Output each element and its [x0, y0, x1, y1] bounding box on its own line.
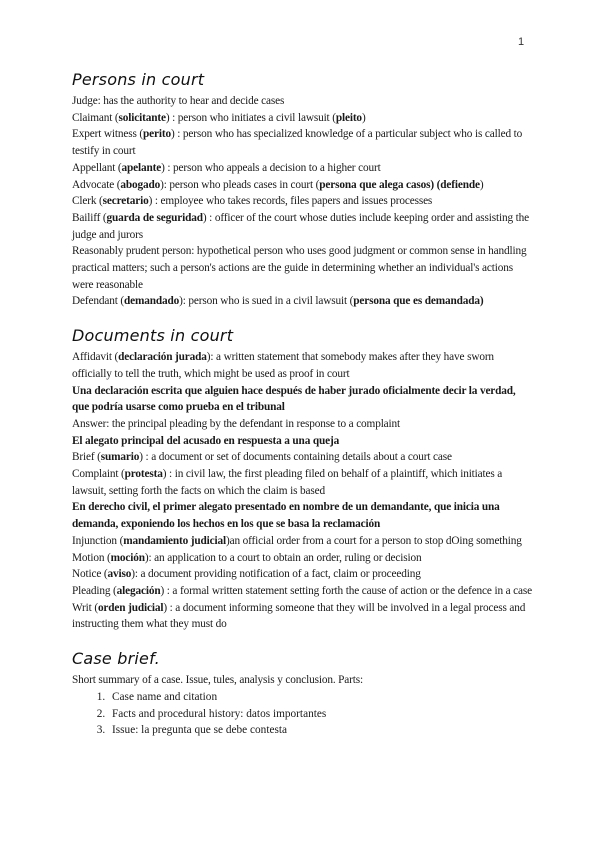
entry	[72, 583, 532, 600]
entry-text: )an official order from a court for a person to stop dOing something	[226, 534, 522, 547]
entry	[72, 600, 532, 633]
entry-text: ) : person who initiates a civil lawsuit (	[165, 111, 336, 124]
bold-term: secretario	[102, 195, 149, 208]
entries	[72, 349, 532, 633]
bold-term: orden judicial	[97, 601, 164, 614]
entry-text: ): an application to a court to obtain an order, ruling or decision	[144, 551, 422, 564]
entries	[72, 93, 532, 310]
entry-text: ): a document providing notification of a fact, claim or proceeding	[131, 568, 421, 581]
page-number: 1	[518, 36, 525, 48]
list-item: 3. Issue: la pregunta que se debe contesta	[108, 722, 532, 739]
entry	[72, 126, 532, 159]
entry	[72, 177, 532, 194]
entry-text: ) : a document informing someone that they will be involved in a legal process and instructing them what they must do	[72, 601, 526, 631]
section-heading: Documents in court	[72, 326, 234, 346]
entry	[72, 160, 532, 177]
section-case-brief	[72, 649, 532, 739]
entry	[72, 383, 532, 416]
entry-text: ) : person who has specialized knowledge of a particular subject who is called to testify in court	[72, 128, 523, 158]
bold-term: demandado	[123, 295, 180, 308]
bold-term: guarda de seguridad	[106, 211, 203, 224]
list-item: 2. Facts and procedural history: datos importantes	[108, 706, 532, 723]
entry	[72, 210, 532, 243]
bold-term: El alegato principal del acusado en respuesta a una queja	[72, 434, 340, 447]
entry	[72, 193, 532, 210]
entry	[72, 566, 532, 583]
section-heading: Case brief.	[72, 649, 160, 669]
entry-text: Reasonably prudent person: hypothetical person who uses good judgment or common sense in handling practical matters; such a person's actions are the guide in determining whether an individual's actions were reasonable	[72, 245, 527, 291]
bold-term: aviso	[107, 568, 132, 581]
entry-text: ) : a document or set of documents containing details about a court case	[139, 451, 452, 464]
entry	[72, 533, 532, 550]
bold-term: persona que es demandada)	[353, 295, 484, 308]
entry-text: Bailiff (	[72, 211, 107, 224]
bold-term: abogado	[120, 178, 161, 191]
entry-text: Notice (	[72, 568, 108, 581]
entry-text: Motion (	[72, 551, 111, 564]
bold-term: sumario	[100, 451, 140, 464]
bold-term: declaración jurada	[118, 351, 207, 364]
bold-term: En derecho civil, el primer alegato presentado en nombre de un demandante, que inicia una demanda, exponiendo los hechos en los que se basa la reclamación	[72, 501, 500, 531]
entry-text: Injunction (	[72, 534, 124, 547]
entry-text: Appellant (	[72, 161, 122, 174]
bold-term: moción	[110, 551, 145, 564]
section-documents-in-court	[72, 326, 532, 633]
list-item: 1. Case name and citation	[108, 689, 532, 706]
entry-text: ): a written statement that somebody makes after they have sworn officially to tell the truth, which might be used as proof in court	[72, 351, 494, 380]
entry-text: )	[361, 111, 366, 124]
entry	[72, 499, 532, 532]
entry	[72, 433, 532, 450]
entry-text: Claimant (	[72, 111, 119, 124]
entry	[72, 349, 532, 382]
entry	[72, 93, 532, 110]
entry-text: Advocate (	[72, 178, 121, 191]
entry-text: Short summary of a case. Issue, tules, analysis y conclusion. Parts:	[72, 674, 363, 687]
entry	[72, 672, 532, 689]
entry-text: Answer: the principal pleading by the defendant in response to a complaint	[72, 417, 401, 430]
entry	[72, 449, 532, 466]
entry-text: ) : a formal written statement setting forth the cause of action or the defence in a case	[160, 584, 532, 597]
entry-text: Writ (	[72, 601, 98, 614]
entry-text: Affidavit (	[72, 351, 119, 364]
entry-text: )	[479, 178, 484, 191]
entry-text: Pleading (	[72, 584, 117, 597]
entry-text: ): person who is sued in a civil lawsuit (	[179, 295, 354, 308]
entry-text: Brief (	[72, 451, 101, 464]
case-brief-parts-list	[72, 689, 532, 739]
section-heading: Persons in court	[72, 70, 205, 89]
entry-text: Clerk (	[72, 195, 103, 208]
entries	[72, 672, 532, 689]
document-body	[72, 70, 532, 755]
entry-text: Expert witness (	[72, 128, 144, 141]
entry	[72, 466, 532, 499]
entry-text: Complaint (	[72, 468, 125, 481]
bold-term: protesta	[124, 468, 163, 481]
entry-text: ) : person who appeals a decision to a higher court	[161, 161, 381, 174]
entry	[72, 243, 532, 293]
section-persons-in-court	[72, 70, 532, 310]
entry-text: ) : officer of the court whose duties include keeping order and assisting the judge and jurors	[72, 211, 529, 241]
bold-term: perito	[143, 128, 171, 141]
bold-term: apelante	[121, 161, 162, 174]
bold-term: mandamiento judicial	[123, 534, 226, 547]
bold-term: pleito	[335, 111, 362, 124]
bold-term: alegación	[116, 584, 161, 597]
entry	[72, 416, 532, 433]
entry-text: ): person who pleads cases in court (	[160, 178, 320, 191]
entry-text: ) : employee who takes records, files papers and issues processes	[148, 195, 433, 208]
entry-text: Defendant (	[72, 295, 124, 308]
bold-term: Una declaración escrita que alguien hace después de haber jurado oficialmente decir la verdad, que podría usarse como prueba en el tribunal	[72, 384, 516, 414]
entry-text: Judge: has the authority to hear and decide cases	[72, 95, 285, 107]
bold-term: solicitante	[118, 111, 166, 124]
entry	[72, 550, 532, 567]
entry	[72, 110, 532, 127]
bold-term: persona que alega casos) (defiende	[319, 178, 480, 191]
entry	[72, 293, 532, 310]
entry-text: ) : in civil law, the first pleading filed on behalf of a plaintiff, which initiates a lawsuit, setting forth the facts on which the claim is based	[72, 468, 503, 497]
